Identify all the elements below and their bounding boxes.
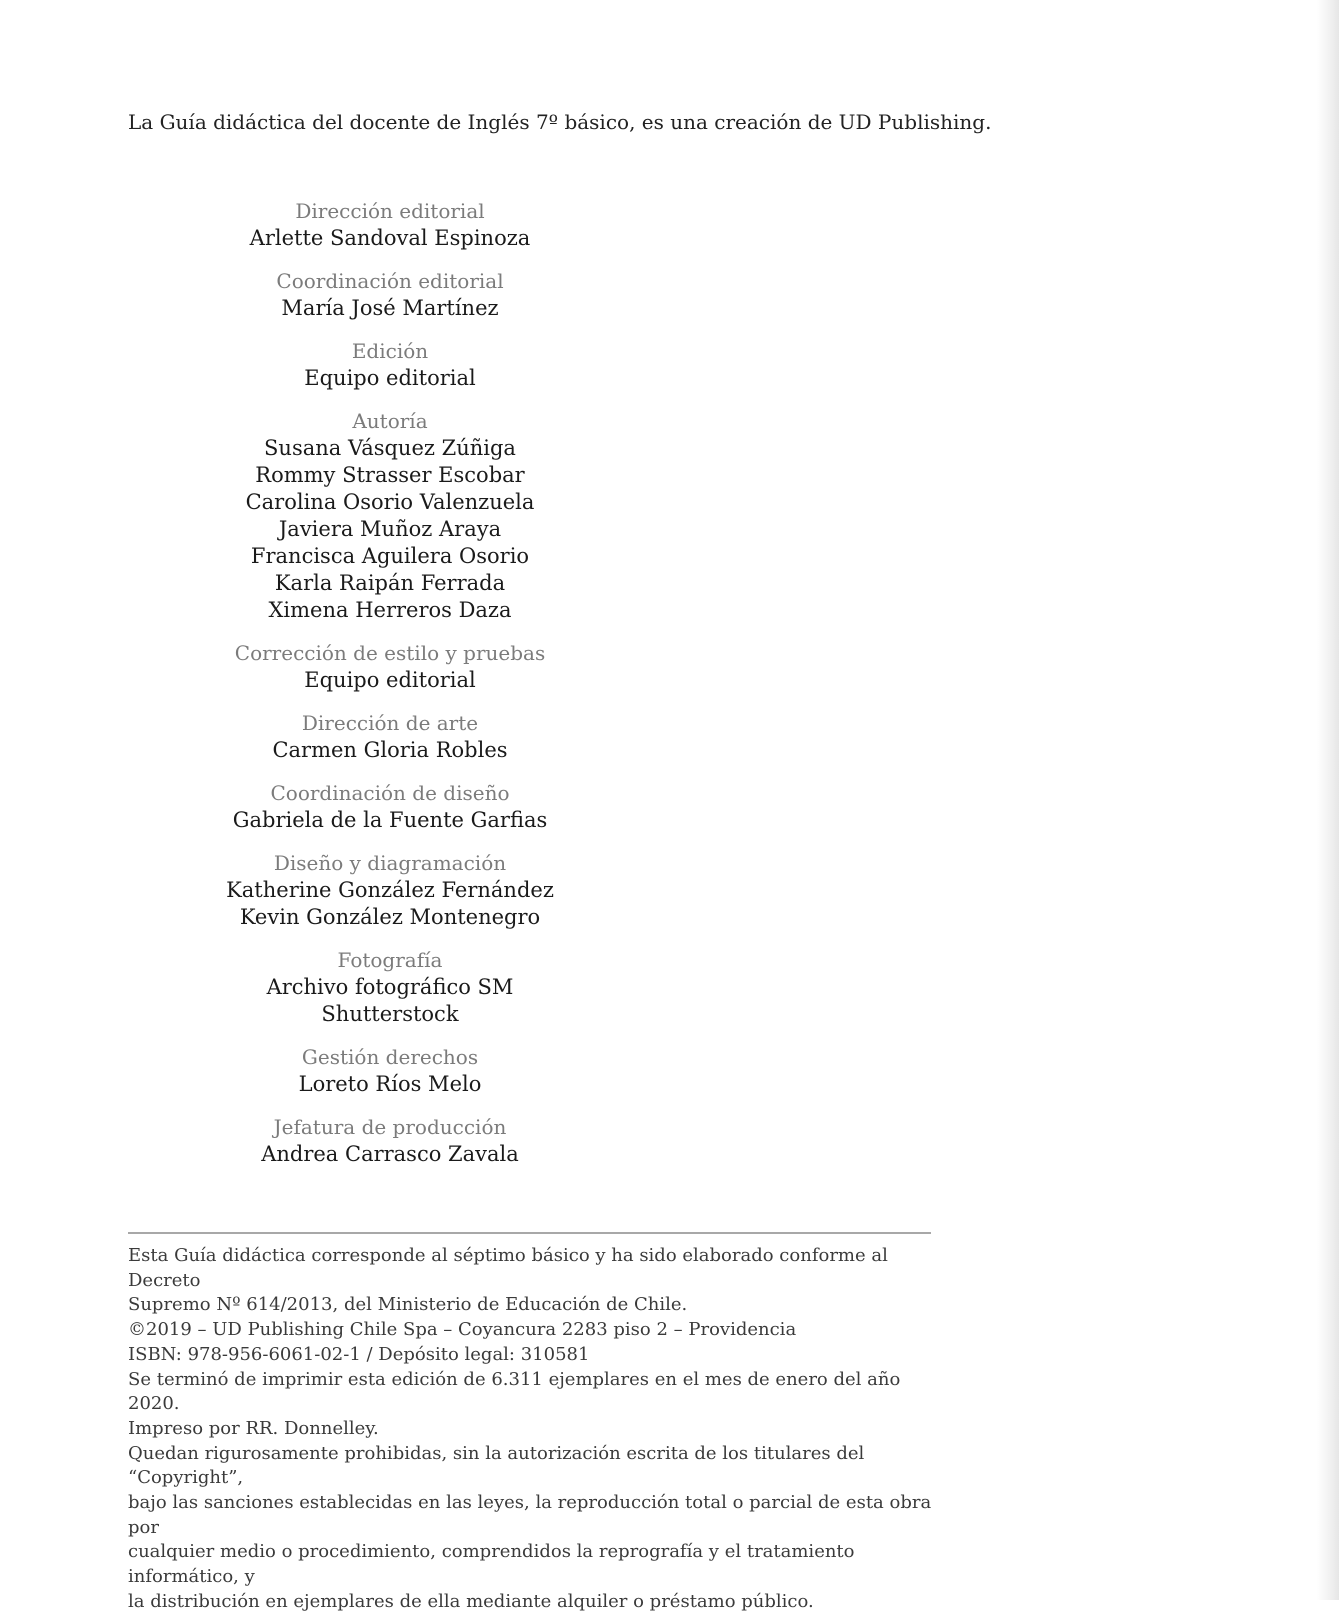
credit-name: Equipo editorial	[304, 668, 476, 692]
legal-line: ©2019 – UD Publishing Chile Spa – Coyancura 2283 piso 2 – Providencia	[128, 1319, 797, 1341]
credit-block	[190, 1114, 590, 1168]
credit-name: Katherine González Fernández	[226, 878, 554, 902]
credit-name: Kevin González Montenegro	[239, 905, 541, 929]
credit-block	[190, 198, 590, 252]
credit-block	[190, 268, 590, 322]
credit-role: Coordinación editorial	[276, 269, 504, 293]
credit-role: Dirección editorial	[295, 199, 485, 223]
intro-statement: La Guía didáctica del docente de Inglés 7º básico, es una creación de UD Publishing.	[128, 110, 992, 134]
legal-line: bajo las sanciones establecidas en las leyes, la reproducción total o parcial de esta obra por	[128, 1492, 932, 1538]
credits-list	[190, 198, 590, 1184]
credit-name: Karla Raipán Ferrada	[274, 571, 506, 595]
credit-name: Loreto Ríos Melo	[298, 1072, 482, 1096]
legal-line: cualquier medio o procedimiento, comprendidos la reprografía y el tratamiento informático, y	[128, 1541, 855, 1588]
legal-line: ISBN: 978-956-6061-02-1 / Depósito legal: 310581	[128, 1343, 590, 1365]
legal-notice	[128, 1244, 948, 1615]
legal-line: la distribución en ejemplares de ella mediante alquiler o préstamo público.	[128, 1590, 814, 1612]
legal-line: Esta Guía didáctica corresponde al séptimo básico y ha sido elaborado conforme al Decreto	[128, 1245, 888, 1291]
credit-name: María José Martínez	[281, 296, 499, 320]
credit-block	[190, 1044, 590, 1098]
credit-role: Coordinación de diseño	[270, 781, 510, 805]
credit-role: Autoría	[352, 409, 428, 433]
credit-role: Fotografía	[337, 948, 443, 972]
legal-line: Quedan rigurosamente prohibidas, sin la autorización escrita de los titulares del “Copyright”,	[128, 1442, 865, 1489]
credit-name: Javiera Muñoz Araya	[278, 517, 502, 541]
credit-block	[190, 338, 590, 392]
credit-name: Equipo editorial	[304, 366, 476, 390]
credit-block	[190, 710, 590, 764]
credit-role: Dirección de arte	[301, 711, 479, 735]
credit-name: Ximena Herreros Daza	[268, 598, 512, 622]
page-edge-shadow	[1317, 0, 1339, 1600]
credit-name: Carolina Osorio Valenzuela	[245, 490, 535, 514]
credit-block	[190, 640, 590, 694]
credit-name: Andrea Carrasco Zavala	[261, 1142, 519, 1166]
credit-name: Shutterstock	[321, 1002, 459, 1026]
legal-line: Supremo Nº 614/2013, del Ministerio de Educación de Chile.	[128, 1294, 688, 1316]
credit-role: Edición	[351, 339, 429, 363]
credit-block	[190, 408, 590, 624]
legal-line: Se terminó de imprimir esta edición de 6.311 ejemplares en el mes de enero del año 2020.	[128, 1368, 901, 1415]
credit-name: Gabriela de la Fuente Garfias	[232, 808, 548, 832]
credit-name: Carmen Gloria Robles	[272, 738, 508, 762]
credit-role: Jefatura de producción	[273, 1115, 507, 1139]
credit-name: Francisca Aguilera Osorio	[250, 544, 530, 568]
credit-block	[190, 850, 590, 931]
credit-name: Rommy Strasser Escobar	[255, 463, 525, 487]
credit-role: Corrección de estilo y pruebas	[234, 641, 546, 665]
credit-role: Diseño y diagramación	[273, 851, 507, 875]
divider-rule	[128, 1232, 931, 1234]
credit-block	[190, 947, 590, 1028]
legal-line: Impreso por RR. Donnelley.	[128, 1417, 379, 1439]
credit-name: Archivo fotográfico SM	[266, 975, 514, 999]
credit-block	[190, 780, 590, 834]
credit-name: Susana Vásquez Zúñiga	[264, 436, 516, 460]
credit-role: Gestión derechos	[301, 1045, 479, 1069]
credit-name: Arlette Sandoval Espinoza	[249, 226, 531, 250]
